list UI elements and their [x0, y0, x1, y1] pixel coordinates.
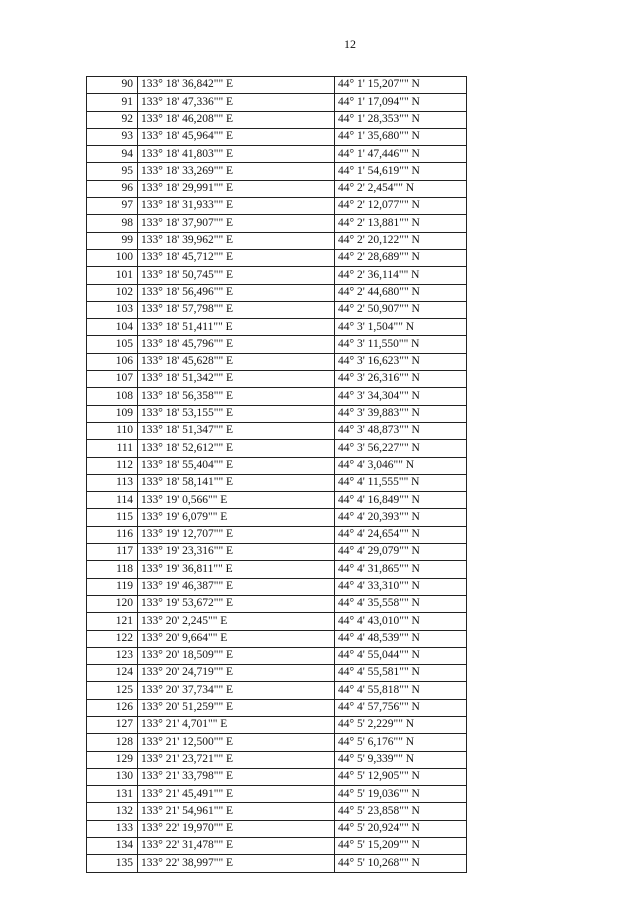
- latitude-cell: 44° 4' 35,558"" N: [335, 595, 467, 612]
- latitude-cell: 44° 5' 19,036"" N: [335, 786, 467, 803]
- latitude-cell: 44° 4' 55,044"" N: [335, 647, 467, 664]
- coordinates-table-body: [87, 77, 467, 873]
- table-row: [87, 284, 467, 301]
- latitude-cell: 44° 2' 28,689"" N: [335, 249, 467, 266]
- point-number-cell: 114: [87, 492, 138, 509]
- point-number-cell: 106: [87, 353, 138, 370]
- longitude-cell: 133° 20' 51,259"" E: [138, 699, 335, 716]
- latitude-cell: 44° 5' 15,209"" N: [335, 838, 467, 855]
- table-row: [87, 682, 467, 699]
- latitude-cell: 44° 5' 6,176"" N: [335, 734, 467, 751]
- table-row: [87, 457, 467, 474]
- latitude-cell: 44° 2' 2,454"" N: [335, 180, 467, 197]
- table-row: [87, 388, 467, 405]
- longitude-cell: 133° 21' 45,491"" E: [138, 786, 335, 803]
- longitude-cell: 133° 18' 51,342"" E: [138, 371, 335, 388]
- longitude-cell: 133° 18' 29,991"" E: [138, 180, 335, 197]
- longitude-cell: 133° 18' 56,358"" E: [138, 388, 335, 405]
- table-row: [87, 595, 467, 612]
- table-row: [87, 474, 467, 491]
- point-number-cell: 96: [87, 180, 138, 197]
- latitude-cell: 44° 4' 55,818"" N: [335, 682, 467, 699]
- longitude-cell: 133° 19' 36,811"" E: [138, 561, 335, 578]
- latitude-cell: 44° 1' 35,680"" N: [335, 128, 467, 145]
- point-number-cell: 91: [87, 94, 138, 111]
- longitude-cell: 133° 18' 45,712"" E: [138, 249, 335, 266]
- longitude-cell: 133° 18' 36,842"" E: [138, 77, 335, 94]
- point-number-cell: 97: [87, 198, 138, 215]
- latitude-cell: 44° 5' 23,858"" N: [335, 803, 467, 820]
- longitude-cell: 133° 19' 12,707"" E: [138, 526, 335, 543]
- table-row: [87, 734, 467, 751]
- table-row: [87, 613, 467, 630]
- longitude-cell: 133° 18' 46,208"" E: [138, 111, 335, 128]
- longitude-cell: 133° 18' 39,962"" E: [138, 232, 335, 249]
- table-row: [87, 786, 467, 803]
- table-row: [87, 353, 467, 370]
- point-number-cell: 94: [87, 146, 138, 163]
- table-row: [87, 94, 467, 111]
- latitude-cell: 44° 4' 43,010"" N: [335, 613, 467, 630]
- point-number-cell: 120: [87, 595, 138, 612]
- latitude-cell: 44° 3' 1,504"" N: [335, 319, 467, 336]
- longitude-cell: 133° 19' 0,566"" E: [138, 492, 335, 509]
- table-row: [87, 77, 467, 94]
- latitude-cell: 44° 2' 44,680"" N: [335, 284, 467, 301]
- longitude-cell: 133° 18' 37,907"" E: [138, 215, 335, 232]
- latitude-cell: 44° 4' 20,393"" N: [335, 509, 467, 526]
- longitude-cell: 133° 20' 24,719"" E: [138, 665, 335, 682]
- latitude-cell: 44° 5' 9,339"" N: [335, 751, 467, 768]
- longitude-cell: 133° 20' 2,245"" E: [138, 613, 335, 630]
- table-row: [87, 198, 467, 215]
- latitude-cell: 44° 5' 2,229"" N: [335, 716, 467, 733]
- latitude-cell: 44° 3' 34,304"" N: [335, 388, 467, 405]
- point-number-cell: 103: [87, 301, 138, 318]
- longitude-cell: 133° 18' 56,496"" E: [138, 284, 335, 301]
- point-number-cell: 112: [87, 457, 138, 474]
- longitude-cell: 133° 18' 31,933"" E: [138, 198, 335, 215]
- point-number-cell: 118: [87, 561, 138, 578]
- point-number-cell: 126: [87, 699, 138, 716]
- longitude-cell: 133° 20' 18,509"" E: [138, 647, 335, 664]
- longitude-cell: 133° 18' 41,803"" E: [138, 146, 335, 163]
- table-row: [87, 128, 467, 145]
- longitude-cell: 133° 18' 47,336"" E: [138, 94, 335, 111]
- latitude-cell: 44° 1' 54,619"" N: [335, 163, 467, 180]
- table-row: [87, 630, 467, 647]
- point-number-cell: 111: [87, 440, 138, 457]
- longitude-cell: 133° 18' 58,141"" E: [138, 474, 335, 491]
- point-number-cell: 124: [87, 665, 138, 682]
- longitude-cell: 133° 18' 45,628"" E: [138, 353, 335, 370]
- point-number-cell: 131: [87, 786, 138, 803]
- longitude-cell: 133° 18' 55,404"" E: [138, 457, 335, 474]
- table-row: [87, 751, 467, 768]
- table-row: [87, 578, 467, 595]
- latitude-cell: 44° 4' 55,581"" N: [335, 665, 467, 682]
- latitude-cell: 44° 2' 13,881"" N: [335, 215, 467, 232]
- table-row: [87, 820, 467, 837]
- table-row: [87, 699, 467, 716]
- longitude-cell: 133° 19' 6,079"" E: [138, 509, 335, 526]
- latitude-cell: 44° 3' 39,883"" N: [335, 405, 467, 422]
- table-row: [87, 768, 467, 785]
- point-number-cell: 108: [87, 388, 138, 405]
- point-number-cell: 110: [87, 422, 138, 439]
- table-row: [87, 319, 467, 336]
- longitude-cell: 133° 18' 52,612"" E: [138, 440, 335, 457]
- longitude-cell: 133° 18' 57,798"" E: [138, 301, 335, 318]
- longitude-cell: 133° 19' 53,672"" E: [138, 595, 335, 612]
- point-number-cell: 121: [87, 613, 138, 630]
- point-number-cell: 105: [87, 336, 138, 353]
- latitude-cell: 44° 4' 29,079"" N: [335, 544, 467, 561]
- table-row: [87, 440, 467, 457]
- table-row: [87, 544, 467, 561]
- point-number-cell: 107: [87, 371, 138, 388]
- latitude-cell: 44° 4' 31,865"" N: [335, 561, 467, 578]
- longitude-cell: 133° 18' 50,745"" E: [138, 267, 335, 284]
- longitude-cell: 133° 21' 54,961"" E: [138, 803, 335, 820]
- point-number-cell: 99: [87, 232, 138, 249]
- point-number-cell: 102: [87, 284, 138, 301]
- table-row: [87, 509, 467, 526]
- longitude-cell: 133° 22' 19,970"" E: [138, 820, 335, 837]
- longitude-cell: 133° 18' 45,964"" E: [138, 128, 335, 145]
- latitude-cell: 44° 3' 11,550"" N: [335, 336, 467, 353]
- table-row: [87, 146, 467, 163]
- latitude-cell: 44° 5' 12,905"" N: [335, 768, 467, 785]
- latitude-cell: 44° 4' 16,849"" N: [335, 492, 467, 509]
- latitude-cell: 44° 5' 10,268"" N: [335, 855, 467, 872]
- longitude-cell: 133° 19' 46,387"" E: [138, 578, 335, 595]
- longitude-cell: 133° 22' 31,478"" E: [138, 838, 335, 855]
- point-number-cell: 123: [87, 647, 138, 664]
- table-row: [87, 111, 467, 128]
- point-number-cell: 90: [87, 77, 138, 94]
- point-number-cell: 128: [87, 734, 138, 751]
- longitude-cell: 133° 20' 37,734"" E: [138, 682, 335, 699]
- point-number-cell: 109: [87, 405, 138, 422]
- point-number-cell: 104: [87, 319, 138, 336]
- point-number-cell: 129: [87, 751, 138, 768]
- point-number-cell: 98: [87, 215, 138, 232]
- table-row: [87, 665, 467, 682]
- longitude-cell: 133° 21' 4,701"" E: [138, 716, 335, 733]
- point-number-cell: 135: [87, 855, 138, 872]
- table-row: [87, 647, 467, 664]
- latitude-cell: 44° 1' 47,446"" N: [335, 146, 467, 163]
- table-row: [87, 405, 467, 422]
- latitude-cell: 44° 2' 20,122"" N: [335, 232, 467, 249]
- point-number-cell: 132: [87, 803, 138, 820]
- table-row: [87, 492, 467, 509]
- latitude-cell: 44° 3' 56,227"" N: [335, 440, 467, 457]
- point-number-cell: 122: [87, 630, 138, 647]
- coordinates-table: [86, 76, 467, 873]
- table-row: [87, 249, 467, 266]
- point-number-cell: 127: [87, 716, 138, 733]
- table-row: [87, 526, 467, 543]
- point-number-cell: 101: [87, 267, 138, 284]
- latitude-cell: 44° 4' 3,046"" N: [335, 457, 467, 474]
- longitude-cell: 133° 19' 23,316"" E: [138, 544, 335, 561]
- point-number-cell: 95: [87, 163, 138, 180]
- latitude-cell: 44° 4' 33,310"" N: [335, 578, 467, 595]
- longitude-cell: 133° 18' 53,155"" E: [138, 405, 335, 422]
- latitude-cell: 44° 1' 28,353"" N: [335, 111, 467, 128]
- latitude-cell: 44° 4' 11,555"" N: [335, 474, 467, 491]
- table-row: [87, 371, 467, 388]
- point-number-cell: 115: [87, 509, 138, 526]
- latitude-cell: 44° 2' 50,907"" N: [335, 301, 467, 318]
- longitude-cell: 133° 22' 38,997"" E: [138, 855, 335, 872]
- table-row: [87, 838, 467, 855]
- table-row: [87, 301, 467, 318]
- table-row: [87, 422, 467, 439]
- longitude-cell: 133° 21' 23,721"" E: [138, 751, 335, 768]
- longitude-cell: 133° 18' 51,347"" E: [138, 422, 335, 439]
- point-number-cell: 125: [87, 682, 138, 699]
- latitude-cell: 44° 1' 17,094"" N: [335, 94, 467, 111]
- longitude-cell: 133° 21' 12,500"" E: [138, 734, 335, 751]
- latitude-cell: 44° 3' 48,873"" N: [335, 422, 467, 439]
- point-number-cell: 93: [87, 128, 138, 145]
- latitude-cell: 44° 2' 36,114"" N: [335, 267, 467, 284]
- table-row: [87, 215, 467, 232]
- table-row: [87, 267, 467, 284]
- longitude-cell: 133° 18' 33,269"" E: [138, 163, 335, 180]
- point-number-cell: 92: [87, 111, 138, 128]
- point-number-cell: 117: [87, 544, 138, 561]
- point-number-cell: 119: [87, 578, 138, 595]
- latitude-cell: 44° 1' 15,207"" N: [335, 77, 467, 94]
- table-row: [87, 336, 467, 353]
- point-number-cell: 134: [87, 838, 138, 855]
- table-row: [87, 855, 467, 872]
- longitude-cell: 133° 18' 45,796"" E: [138, 336, 335, 353]
- latitude-cell: 44° 2' 12,077"" N: [335, 198, 467, 215]
- longitude-cell: 133° 18' 51,411"" E: [138, 319, 335, 336]
- table-row: [87, 561, 467, 578]
- point-number-cell: 130: [87, 768, 138, 785]
- latitude-cell: 44° 3' 26,316"" N: [335, 371, 467, 388]
- point-number-cell: 116: [87, 526, 138, 543]
- latitude-cell: 44° 3' 16,623"" N: [335, 353, 467, 370]
- page-number: 12: [344, 37, 356, 51]
- table-row: [87, 232, 467, 249]
- point-number-cell: 100: [87, 249, 138, 266]
- longitude-cell: 133° 20' 9,664"" E: [138, 630, 335, 647]
- point-number-cell: 113: [87, 474, 138, 491]
- table-row: [87, 716, 467, 733]
- latitude-cell: 44° 5' 20,924"" N: [335, 820, 467, 837]
- latitude-cell: 44° 4' 24,654"" N: [335, 526, 467, 543]
- table-row: [87, 180, 467, 197]
- latitude-cell: 44° 4' 48,539"" N: [335, 630, 467, 647]
- latitude-cell: 44° 4' 57,756"" N: [335, 699, 467, 716]
- table-row: [87, 163, 467, 180]
- table-row: [87, 803, 467, 820]
- longitude-cell: 133° 21' 33,798"" E: [138, 768, 335, 785]
- point-number-cell: 133: [87, 820, 138, 837]
